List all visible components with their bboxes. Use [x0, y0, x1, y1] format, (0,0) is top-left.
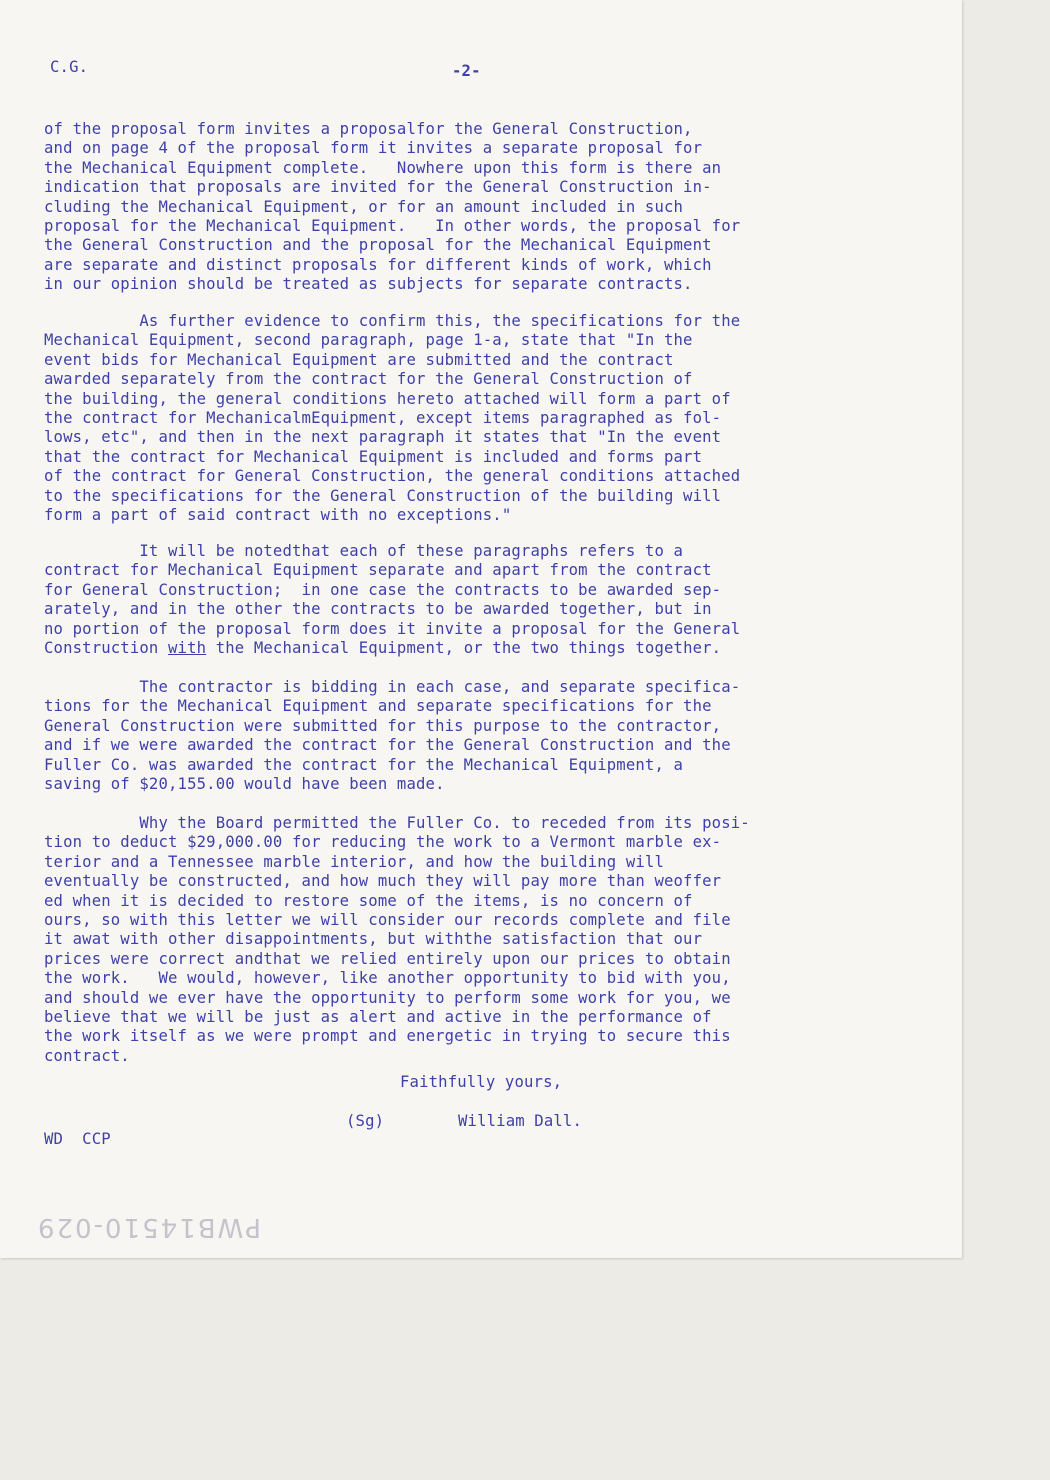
text-line: saving of $20,155.00 would have been made.	[44, 775, 445, 794]
text-line: Why the Board permitted the Fuller Co. to receded from its posi-	[44, 814, 750, 832]
paragraph-2	[44, 312, 740, 525]
text-line: in our opinion should be treated as subjects for separate contracts.	[44, 275, 693, 294]
text-line: contract.	[44, 1046, 130, 1065]
text-line: the Mechanical Equipment complete. Nowhere upon this form is there an	[44, 158, 722, 177]
text-line: no portion of the proposal form does it invite a proposal for the General	[44, 619, 741, 638]
signer-name: William Dall.	[458, 1112, 582, 1130]
text-line: As further evidence to confirm this, the specifications for the	[44, 312, 741, 330]
text-line: Mechanical Equipment, second paragraph, page 1-a, state that "In the	[44, 331, 693, 350]
text-line: arately, and in the other the contracts to be awarded together, but in	[44, 600, 712, 619]
text-line: and should we ever have the opportunity to perform some work for you, we	[44, 988, 731, 1007]
text-line: tion to deduct $29,000.00 for reducing the work to a Vermont marble ex-	[44, 833, 722, 852]
text-line: prices were correct andthat we relied entirely upon our prices to obtain	[44, 949, 731, 968]
text-line: that the contract for Mechanical Equipment is included and forms part	[44, 447, 703, 466]
text-line: believe that we will be just as alert and active in the performance of	[44, 1008, 712, 1027]
text-line: are separate and distinct proposals for different kinds of work, which	[44, 255, 712, 274]
paragraph-3	[44, 542, 740, 658]
text-line: indication that proposals are invited for the General Construction in-	[44, 178, 712, 197]
text-line: The contractor is bidding in each case, and separate specifica-	[44, 678, 741, 696]
paragraph-5	[44, 814, 750, 1066]
text-line: the General Construction and the proposal for the Mechanical Equipment	[44, 236, 712, 255]
text-line-with-underline	[44, 639, 740, 658]
text-line: proposal for the Mechanical Equipment. In other words, the proposal for	[44, 217, 741, 236]
text-line: of the contract for General Construction, the general conditions attached	[44, 467, 741, 486]
page-number: -2-	[452, 62, 481, 80]
archive-stamp: PWB14510-029	[36, 1212, 261, 1242]
paragraph-1	[44, 120, 740, 295]
text-line: and on page 4 of the proposal form it invites a separate proposal for	[44, 139, 703, 158]
text-line: to the specifications for the General Construction of the building will	[44, 486, 722, 505]
text-line: the work itself as we were prompt and energetic in trying to secure this	[44, 1027, 731, 1046]
reference-initials: WD CCP	[44, 1130, 111, 1148]
text-fragment: the Mechanical Equipment, or the two things together.	[206, 639, 722, 658]
text-line: and if we were awarded the contract for the General Construction and the	[44, 736, 731, 755]
text-line: Fuller Co. was awarded the contract for the Mechanical Equipment, a	[44, 755, 684, 774]
text-line: the building, the general conditions hereto attached will form a part of	[44, 389, 731, 408]
underlined-word: with	[168, 639, 207, 658]
text-line: lows, etc", and then in the next paragraph it states that "In the event	[44, 428, 722, 447]
text-line: tions for the Mechanical Equipment and separate specifications for the	[44, 697, 712, 716]
recipient-initials: C.G.	[50, 58, 89, 76]
text-line: General Construction were submitted for this purpose to the contractor,	[44, 716, 722, 735]
text-line: the work. We would, however, like another opportunity to bid with you,	[44, 969, 731, 988]
text-line: it awat with other disappointments, but withthe satisfaction that our	[44, 930, 703, 949]
text-line: ours, so with this letter we will consider our records complete and file	[44, 911, 731, 930]
text-line: contract for Mechanical Equipment separate and apart from the contract	[44, 561, 712, 580]
text-line: for General Construction; in one case the contracts to be awarded sep-	[44, 580, 722, 599]
text-line: of the proposal form invites a proposalfor the General Construction,	[44, 120, 693, 138]
text-line: form a part of said contract with no exceptions."	[44, 506, 512, 525]
text-line: the contract for MechanicalmEquipment, except items paragraphed as fol-	[44, 409, 722, 428]
text-line: eventually be constructed, and how much they will pay more than weoffer	[44, 872, 722, 891]
signature-mark: (Sg)	[346, 1112, 385, 1130]
text-line: terior and a Tennessee marble interior, and how the building will	[44, 852, 664, 871]
text-line: event bids for Mechanical Equipment are submitted and the contract	[44, 350, 674, 369]
complimentary-close: Faithfully yours,	[400, 1073, 563, 1091]
text-fragment: Construction	[44, 639, 168, 658]
text-line: ed when it is decided to restore some of the items, is no concern of	[44, 891, 693, 910]
text-line: awarded separately from the contract for the General Construction of	[44, 370, 693, 389]
paragraph-4	[44, 678, 740, 794]
text-line: cluding the Mechanical Equipment, or for an amount included in such	[44, 197, 684, 216]
text-line: It will be notedthat each of these paragraphs refers to a	[44, 542, 684, 560]
